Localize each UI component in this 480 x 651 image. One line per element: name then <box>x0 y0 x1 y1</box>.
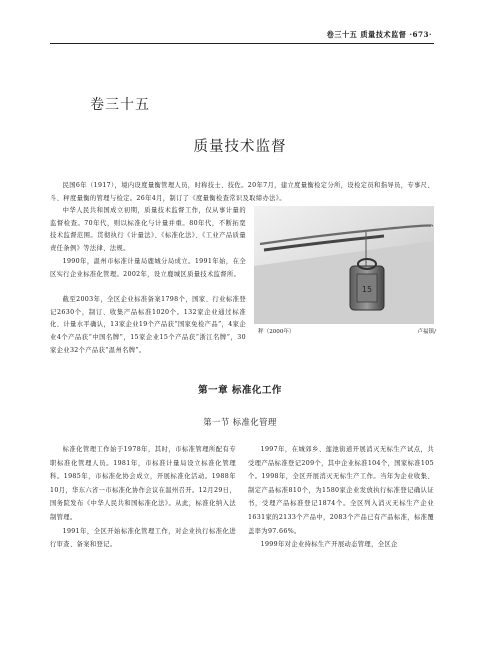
volume-title: 卷三十五 <box>90 97 150 113</box>
body-paragraph: 1991年，全区开始标准化管理工作，对企业执行标准化进行审查、备案和登记。 <box>50 527 236 549</box>
running-header: 卷三十五 质量技术监督 ·673· <box>326 30 432 39</box>
weight-mark: 15 <box>361 285 373 294</box>
volume-subtitle: 质量技术监督 <box>193 139 287 155</box>
section-title: 第一节 标准化管理 <box>203 417 277 427</box>
intro-paragraph-2: 中华人民共和国成立初期，质量技术监督工作，仅从事计量的监督检查。70年代，则以标准化与计量并重。80年代，不断拓宽技术监督范围。贯彻执行《计量法》、《标准化法》、《工业产品质量责任条例》等法律、法规。 <box>50 207 246 253</box>
photo-caption: 秤（2000年） <box>258 329 295 335</box>
body-paragraph: 标准化管理工作始于1978年，其时，市标准管理所配有专职标准化管理人员。1981年，市标准计量局设立标准化管理科。1985年，市标准化协会成立，开展标准化活动。1988年10月，华东六省一市标准化协作会议在温州召开。12月29日，国务院发布《中华人民共和国标准化法》。从此，标准化纳入法制管理。 <box>50 446 236 521</box>
body-column-right <box>248 443 434 552</box>
body-column-left <box>50 443 236 552</box>
chapter-title: 第一章 标准化工作 <box>198 385 282 396</box>
intro-paragraph-1: 民国6年（1917），境内设度量衡管理人员，时称技士、技佐。20年7月，建立度量衡检定分所，设检定员和指导员，专事尺、斗、秤度量衡的管理与检定。26年4月，制订了《度量衡检查常识及取缔办法》。 <box>50 182 434 202</box>
header-rule <box>50 43 434 44</box>
body-paragraph: 1999年对企业持标生产开展动态管理，全区企 <box>260 541 398 549</box>
body-paragraph: 1997年，在城郊乡、莲池街道开展消灭无标生产试点，共受理产品标准登记209个，其中企业标准104个，国家标准105个。1998年，全区开展消灭无标生产工作。当年为企业收集、制定产品标准810个，为1580家企业发放执行标准登记确认证书，受理产品标准登记1874个。全区列入消灭无标生产企业1631家的2133个产品中，2083个产品已有产品标准，标准覆盖率为97.66%。 <box>248 446 434 535</box>
photo-credit: 卢福镇/ <box>417 329 436 335</box>
steelyard-photo <box>254 206 434 324</box>
intro-paragraph-3: 1990年，温州市标准计量局鹿城分局成立。1991年始，在全区实行企业标准化管理。2002年，设立鹿城区质量技术监督所。 <box>50 258 246 278</box>
intro-paragraph-4: 截至2003年，全区企业标准备案1798个，国家、行业标准登记2630个，制订、收集产品标准1020个。132家企业通过标准化、计量水平确认，13家企业19个产品获“国家免检产品”，4家企业4个产品获“中国名牌”，15家企业15个产品获“浙江名牌”，30家企业32个产品获“温州名牌”。 <box>50 296 246 354</box>
